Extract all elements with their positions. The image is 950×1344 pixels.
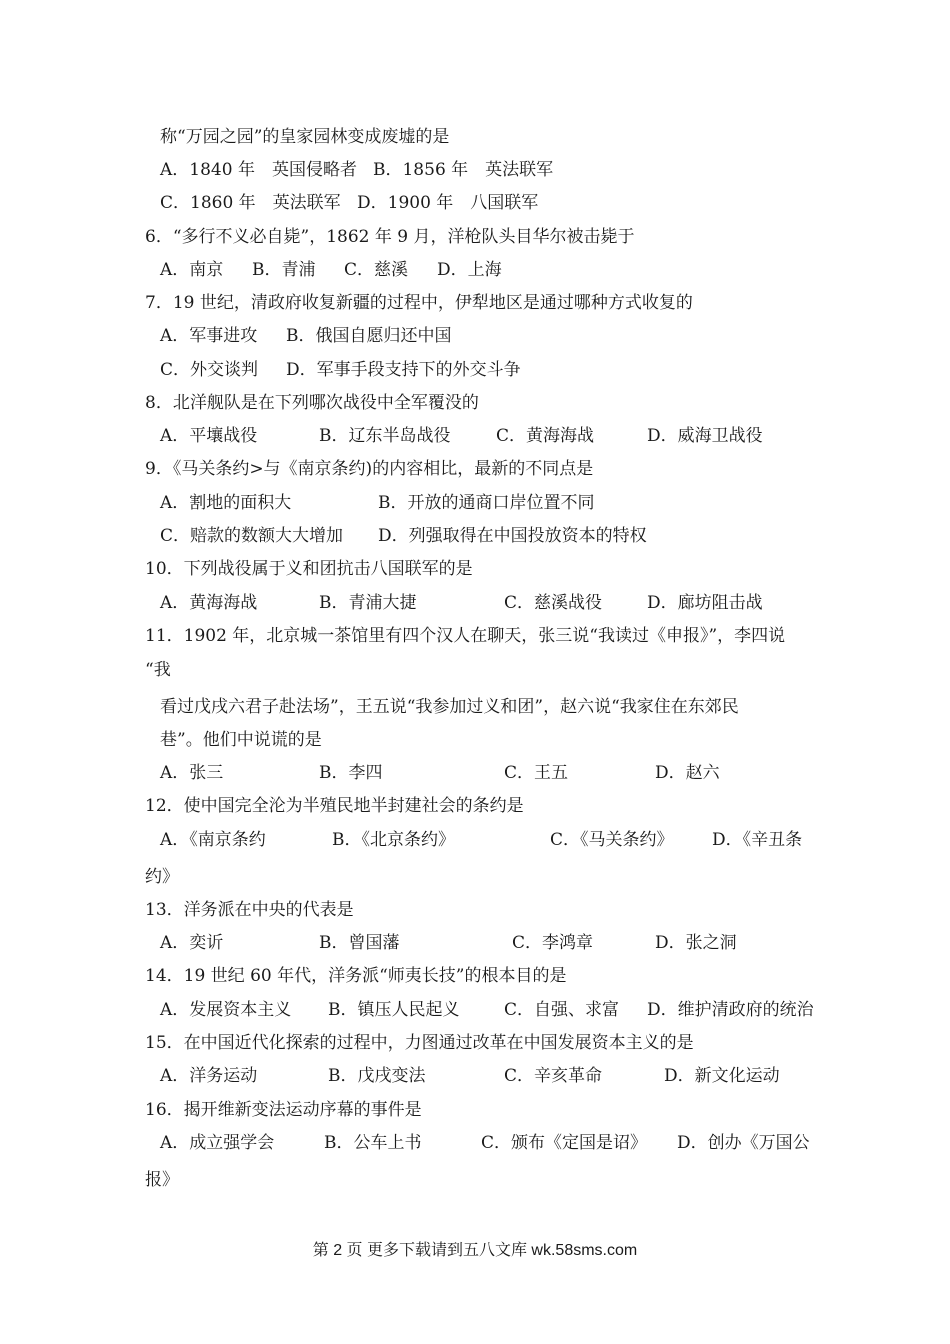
q15-options-row: [0, 1062, 780, 1090]
q11-stem-text-4: 巷”。他们中说谎的是: [160, 730, 322, 750]
q6-stem-text: 6．“多行不义必自毙”，1862 年 9 月，洋枪队头目华尔被击毙于: [145, 227, 635, 247]
q16-option-d-continuation: 报》: [145, 1170, 179, 1190]
q15-stem-text: 15．在中国近代化探索的过程中，力图通过改革在中国发展资本主义的是: [145, 1033, 694, 1053]
q9-stem: [0, 455, 594, 483]
q7-options-row-2: [0, 356, 521, 384]
q10-option-b: B．青浦大捷: [319, 593, 417, 613]
q13-stem-text: 13．洋务派在中央的代表是: [145, 900, 354, 920]
q16-option-d-wrap: [0, 1166, 179, 1194]
q10-option-c: C．慈溪战役: [504, 593, 603, 613]
q5-options-row-1: [0, 156, 554, 184]
q13-option-b: B．曾国藩: [319, 933, 400, 953]
q15-option-a: A．洋务运动: [160, 1066, 258, 1086]
q12-stem-text: 12．使中国完全沦为半殖民地半封建社会的条约是: [145, 796, 524, 816]
q12-option-a: A．《南京条约: [160, 830, 266, 850]
q5-options-row-2: [0, 189, 539, 217]
q10-options-row: [0, 589, 763, 617]
q14-option-a: A．发展资本主义: [160, 1000, 292, 1020]
q11-option-b: B．李四: [319, 763, 383, 783]
q16-options-row: [0, 1129, 810, 1157]
q13-stem: [0, 896, 354, 924]
q16-option-a: A．成立强学会: [160, 1133, 275, 1153]
q11-stem-line-1: [0, 622, 786, 650]
q7-options-row-1: [0, 322, 452, 350]
q14-stem: [0, 962, 567, 990]
q5-option-b: B．1856 年 英法联军: [373, 160, 554, 180]
q8-stem-text: 8．北洋舰队是在下列哪次战役中全军覆没的: [145, 393, 479, 413]
q7-option-d: D．军事手段支持下的外交斗争: [286, 360, 521, 380]
q11-stem-text-3: 看过戊戌六君子赴法场”，王五说“我参加过义和团”，赵六说“我家住在东郊民: [160, 697, 739, 717]
q16-option-d: D．创办《万国公: [677, 1133, 810, 1153]
q12-stem: [0, 792, 524, 820]
q12-option-c: C．《马关条约》: [550, 830, 674, 850]
q8-option-b: B．辽东半岛战役: [319, 426, 451, 446]
q11-options-row: [0, 759, 720, 787]
q11-stem-text-2: “我: [145, 660, 171, 680]
q8-option-c: C．黄海海战: [496, 426, 595, 446]
q15-option-b: B．戊戌变法: [328, 1066, 426, 1086]
q14-stem-text: 14．19 世纪 60 年代，洋务派“师夷长技”的根本目的是: [145, 966, 567, 986]
page-footer: 第 2 页 更多下载请到五八文库 wk.58sms.com: [312, 1242, 638, 1259]
q9-option-a: A．割地的面积大: [160, 493, 292, 513]
q5-option-a: A．1840 年 英国侵略者: [160, 160, 357, 180]
q8-stem: [0, 389, 479, 417]
q10-stem-text: 10．下列战役属于义和团抗击八国联军的是: [145, 559, 473, 579]
q10-option-a: A．黄海海战: [160, 593, 258, 613]
q7-option-c: C．外交谈判: [160, 360, 259, 380]
q12-option-d-wrap: [0, 863, 179, 891]
q12-option-b: B．《北京条约》: [332, 830, 455, 850]
q9-option-c: C．赔款的数额大大增加: [160, 526, 344, 546]
q5-stem-continuation: [0, 123, 450, 151]
q14-option-c: C．自强、求富: [504, 1000, 620, 1020]
q9-option-d: D．列强取得在中国投放资本的特权: [378, 526, 647, 546]
q11-stem-text-1: 11．1902 年，北京城一茶馆里有四个汉人在聊天，张三说“我读过《申报》”，李四说: [145, 626, 786, 646]
q6-option-b: B．青浦: [252, 260, 316, 280]
q14-options-row: [0, 996, 814, 1024]
q8-option-d: D．威海卫战役: [647, 426, 763, 446]
q15-option-d: D．新文化运动: [664, 1066, 780, 1086]
q7-stem: [0, 289, 693, 317]
q6-option-d: D．上海: [437, 260, 502, 280]
q11-option-a: A．张三: [160, 763, 224, 783]
q16-stem: [0, 1096, 422, 1124]
q6-stem: [0, 223, 635, 251]
q10-option-d: D．廊坊阻击战: [647, 593, 763, 613]
q11-option-d: D．赵六: [655, 763, 720, 783]
q6-options-row: [0, 256, 502, 284]
q16-option-c: C．颁布《定国是诏》: [481, 1133, 648, 1153]
q5-stem-text: 称“万园之园”的皇家园林变成废墟的是: [160, 127, 450, 147]
q9-options-row-2: [0, 522, 647, 550]
q14-option-d: D．维护清政府的统治: [647, 1000, 814, 1020]
q11-stem-line-4: [0, 726, 322, 754]
q12-options-row: [0, 826, 803, 854]
q11-option-c: C．王五: [504, 763, 569, 783]
q12-option-d: D．《辛丑条: [712, 830, 803, 850]
q15-option-c: C．辛亥革命: [504, 1066, 603, 1086]
q16-stem-text: 16．揭开维新变法运动序幕的事件是: [145, 1100, 422, 1120]
q15-stem: [0, 1029, 694, 1057]
q13-options-row: [0, 929, 737, 957]
q16-option-b: B．公车上书: [324, 1133, 422, 1153]
q13-option-d: D．张之洞: [655, 933, 737, 953]
q13-option-c: C．李鸿章: [512, 933, 594, 953]
q8-options-row: [0, 422, 763, 450]
q7-option-a: A．军事进攻: [160, 326, 258, 346]
q6-option-a: A．南京: [160, 260, 224, 280]
q5-option-d: D．1900 年 八国联军: [357, 193, 539, 213]
q9-option-b: B．开放的通商口岸位置不同: [378, 493, 595, 513]
q9-options-row-1: [0, 489, 595, 517]
q7-option-b: B．俄国自愿归还中国: [286, 326, 452, 346]
q10-stem: [0, 555, 473, 583]
q6-option-c: C．慈溪: [344, 260, 409, 280]
q11-stem-line-3: [0, 693, 739, 721]
q9-stem-text: 9．《马关条约>与《南京条约)的内容相比，最新的不同点是: [145, 459, 594, 479]
q13-option-a: A．奕䜣: [160, 933, 224, 953]
q8-option-a: A．平壤战役: [160, 426, 258, 446]
q14-option-b: B．镇压人民起义: [328, 1000, 460, 1020]
q5-option-c: C．1860 年 英法联军: [160, 193, 341, 213]
q11-stem-line-2: [0, 656, 171, 684]
q7-stem-text: 7．19 世纪，清政府收复新疆的过程中，伊犁地区是通过哪种方式收复的: [145, 293, 693, 313]
q12-option-d-continuation: 约》: [145, 867, 179, 887]
